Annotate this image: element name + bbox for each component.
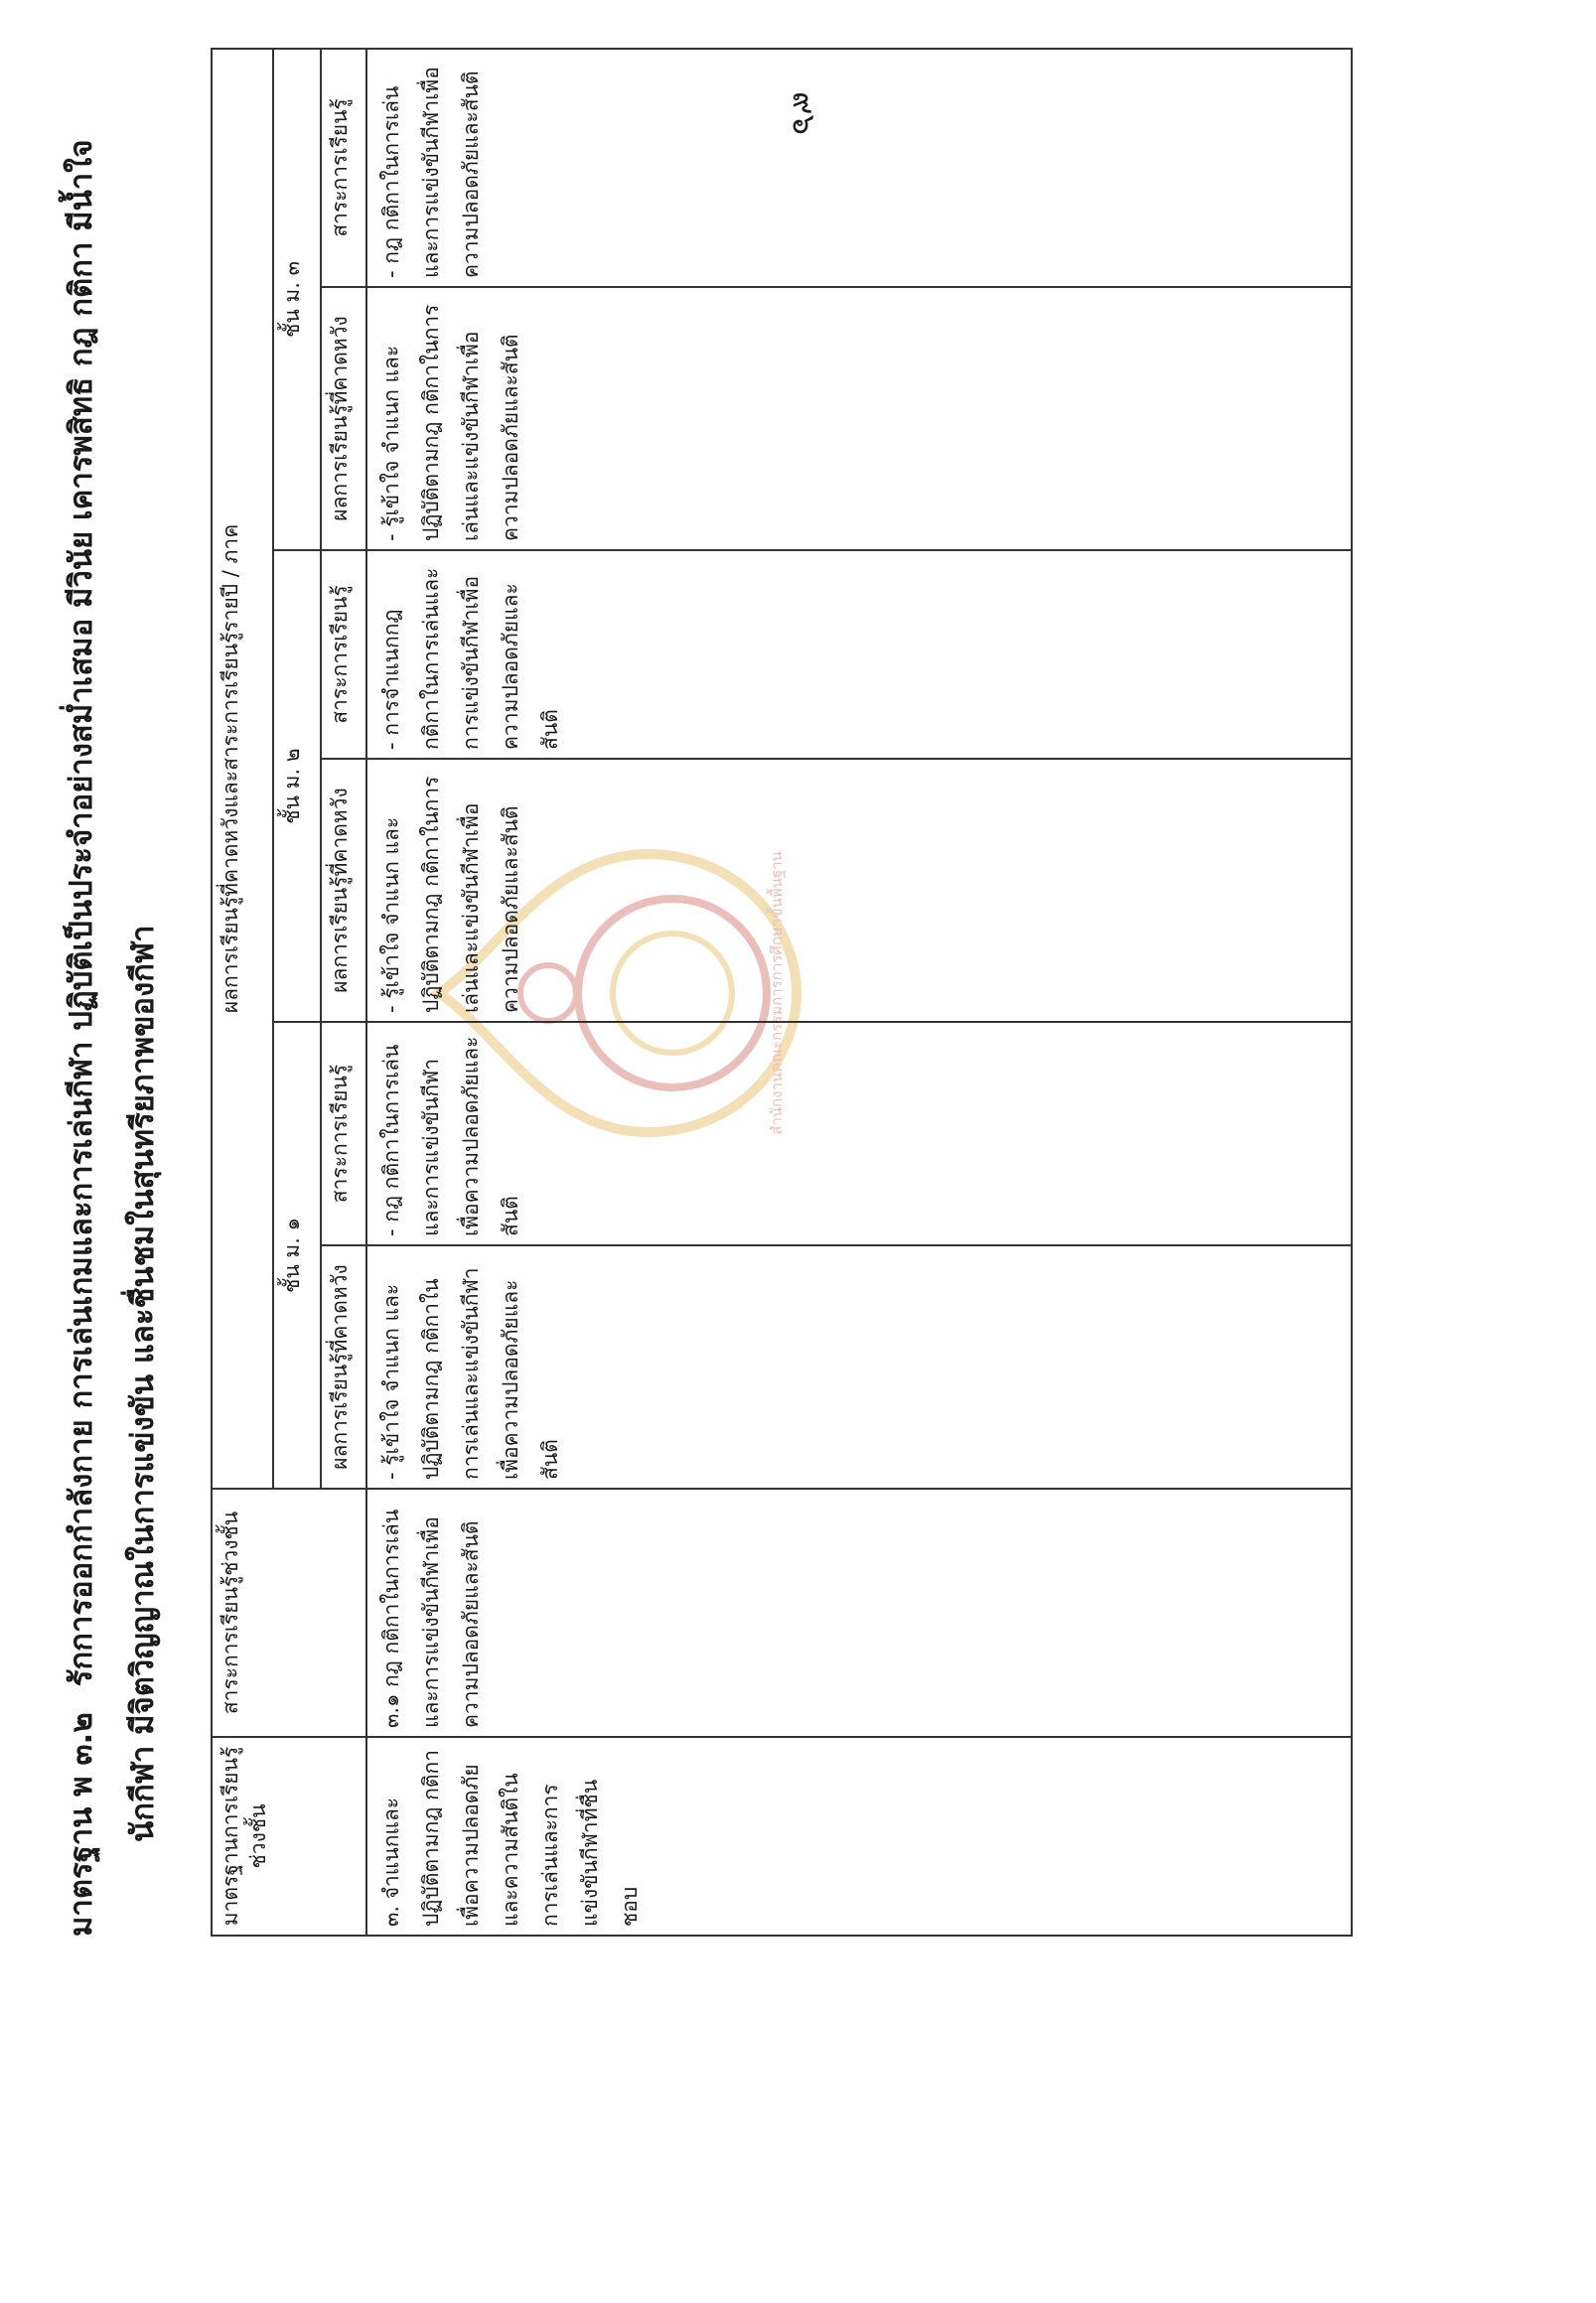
cell-m3-outcome-text: - รู้เข้าใจ จำแนก และปฏิบัติตามกฎ กติกาในการเล่นและแข่งขันกีฬาเพื่อความปลอดภัยและสันติ <box>379 304 522 541</box>
cell-m1-learning <box>366 1022 1352 1245</box>
header-standard: มาตรฐานการเรียนรู้ช่วงชั้น <box>212 1737 366 1936</box>
rotated-page-content <box>52 40 1522 1946</box>
cell-content <box>366 1489 1352 1737</box>
header-grade-m3: ชั้น ม. ๓ <box>273 49 321 550</box>
title-line-2: นักกีฬา มีจิตวิญญาณในการแข่งขัน และชื่นชมในสุนทรียภาพของกีฬา <box>125 925 161 1842</box>
header-group: ผลการเรียนรู้ที่คาดหวังและสาระการเรียนรู้รายปี / ภาค <box>212 49 273 1489</box>
cell-m1-learning-text: - กฎ กติกาในการเล่นและการแข่งขันกีฬาเพื่อความปลอดภัยและสันติ <box>379 1036 522 1236</box>
cell-m2-outcome-text: - รู้เข้าใจ จำแนก และปฏิบัติตามกฎ กติกาในการเล่นและแข่งขันกีฬาเพื่อความปลอดภัยและสันติ <box>379 776 522 1013</box>
emblem-caption: สำนักงานคณะกรรมการการศึกษาขั้นพื้นฐาน <box>768 851 786 1135</box>
header-content: สาระการเรียนรู้ช่วงชั้น <box>212 1489 366 1737</box>
header-m2-learning: สาระการเรียนรู้ <box>321 550 366 759</box>
header-grade-m1: ชั้น ม. ๑ <box>273 1022 321 1489</box>
cell-standard <box>366 1737 1352 1936</box>
table-row <box>366 49 1352 1936</box>
cell-content-text: ๓.๑ กฎ กติกาในการเล่นและการแข่งขันกีฬาเพื่อความปลอดภัยและสันติ <box>379 1509 483 1728</box>
title-block <box>52 50 181 1937</box>
cell-standard-text: ๓. จำแนกและปฏิบัติตามกฎ กติกา เพื่อความปลอดภัยและความสันติในการเล่นและการแข่งขันกีฬาที่ชื่นชอบ <box>379 1749 642 1927</box>
cell-m3-outcome <box>366 287 1352 550</box>
cell-m2-learning <box>366 550 1352 759</box>
header-m1-outcome: ผลการเรียนรู้ที่คาดหวัง <box>321 1245 366 1489</box>
header-m2-outcome: ผลการเรียนรู้ที่คาดหวัง <box>321 759 366 1022</box>
cell-m3-learning <box>366 49 1352 287</box>
title-line-1 <box>60 140 103 1938</box>
header-m3-outcome: ผลการเรียนรู้ที่คาดหวัง <box>321 287 366 550</box>
cell-m3-learning-text: - กฎ กติกาในการเล่นและการแข่งขันกีฬาเพื่อความปลอดภัยและสันติ <box>379 67 483 278</box>
cell-m2-learning-text: - การจำแนกกฎ กติกาในการเล่นและการแข่งขันกีฬาเพื่อความปลอดภัยและสันติ <box>379 567 562 750</box>
cell-m1-outcome-text: - รู้เข้าใจ จำแนก และปฏิบัติตามกฎ กติกาในการเล่นและแข่งขันกีฬาเพื่อความปลอดภัยและสันติ <box>379 1267 562 1480</box>
curriculum-table <box>211 48 1353 1937</box>
page-number: ๙๖ <box>786 91 823 135</box>
cell-m2-outcome <box>366 759 1352 1022</box>
title-text-1: รักการออกกำลังกาย การเล่นเกมและการเล่นกีฬา ปฏิบัติเป็นประจำอย่างสม่ำเสมอ มีวินัย เคารพสิทธิ กฎ กติกา มีน้ำใจ <box>64 139 99 1687</box>
header-m3-learning: สาระการเรียนรู้ <box>321 49 366 287</box>
standard-code: มาตรฐาน พ ๓.๒ <box>64 1712 99 1937</box>
header-m1-learning: สาระการเรียนรู้ <box>321 1022 366 1245</box>
header-grade-m2: ชั้น ม. ๒ <box>273 550 321 1022</box>
cell-m1-outcome <box>366 1245 1352 1489</box>
